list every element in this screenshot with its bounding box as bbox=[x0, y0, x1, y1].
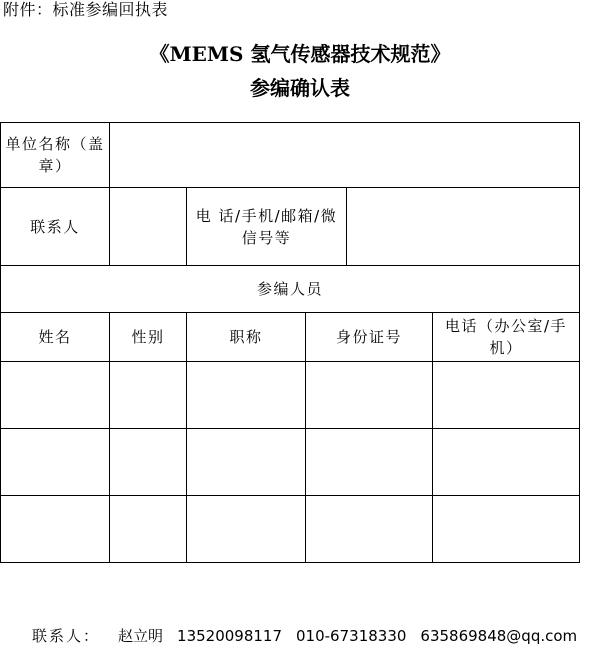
staff-title-cell[interactable] bbox=[187, 429, 306, 496]
confirmation-form-table bbox=[0, 122, 580, 563]
staff-name-cell[interactable] bbox=[1, 496, 110, 563]
staff-id-cell[interactable] bbox=[306, 496, 433, 563]
unit-name-label: 单位名称（盖章） bbox=[1, 123, 110, 188]
staff-title-cell[interactable] bbox=[187, 496, 306, 563]
footer-contact-label: 联系人： bbox=[32, 627, 101, 645]
footer-landline: 010-67318330 bbox=[296, 627, 407, 645]
staff-gender-cell[interactable] bbox=[110, 362, 187, 429]
phone-field[interactable] bbox=[347, 188, 580, 266]
staff-header-row bbox=[1, 313, 580, 362]
staff-name-cell[interactable] bbox=[1, 429, 110, 496]
staff-row bbox=[1, 362, 580, 429]
staff-gender-cell[interactable] bbox=[110, 429, 187, 496]
staff-name-cell[interactable] bbox=[1, 362, 110, 429]
footer-contact-name: 赵立明 bbox=[118, 627, 164, 645]
column-header-name: 姓名 bbox=[1, 313, 110, 362]
staff-row bbox=[1, 496, 580, 563]
staff-gender-cell[interactable] bbox=[110, 496, 187, 563]
staff-phone-cell[interactable] bbox=[433, 429, 580, 496]
footer-mobile: 13520098117 bbox=[177, 627, 283, 645]
staff-section-row bbox=[1, 266, 580, 313]
document-title: 《MEMS 氢气传感器技术规范》 bbox=[149, 42, 451, 66]
attachment-label: 附件：标准参编回执表 bbox=[3, 0, 169, 19]
staff-title-cell[interactable] bbox=[187, 362, 306, 429]
document-subtitle: 参编确认表 bbox=[250, 76, 350, 100]
unit-row bbox=[1, 123, 580, 188]
column-header-gender: 性别 bbox=[110, 313, 187, 362]
contact-label: 联系人 bbox=[1, 188, 110, 266]
staff-phone-cell[interactable] bbox=[433, 362, 580, 429]
column-header-phone: 电话（办公室/手机） bbox=[433, 313, 580, 362]
staff-id-cell[interactable] bbox=[306, 429, 433, 496]
footer-email[interactable]: 635869848@qq.com bbox=[420, 627, 578, 645]
phone-label: 电 话/手机/邮箱/微信号等 bbox=[187, 188, 347, 266]
staff-section-label: 参编人员 bbox=[1, 266, 580, 313]
staff-phone-cell[interactable] bbox=[433, 496, 580, 563]
staff-id-cell[interactable] bbox=[306, 362, 433, 429]
column-header-title: 职称 bbox=[187, 313, 306, 362]
unit-name-field[interactable] bbox=[110, 123, 580, 188]
staff-row bbox=[1, 429, 580, 496]
column-header-id-number: 身份证号 bbox=[306, 313, 433, 362]
contact-footer bbox=[32, 626, 591, 646]
contact-field[interactable] bbox=[110, 188, 187, 266]
contact-row bbox=[1, 188, 580, 266]
